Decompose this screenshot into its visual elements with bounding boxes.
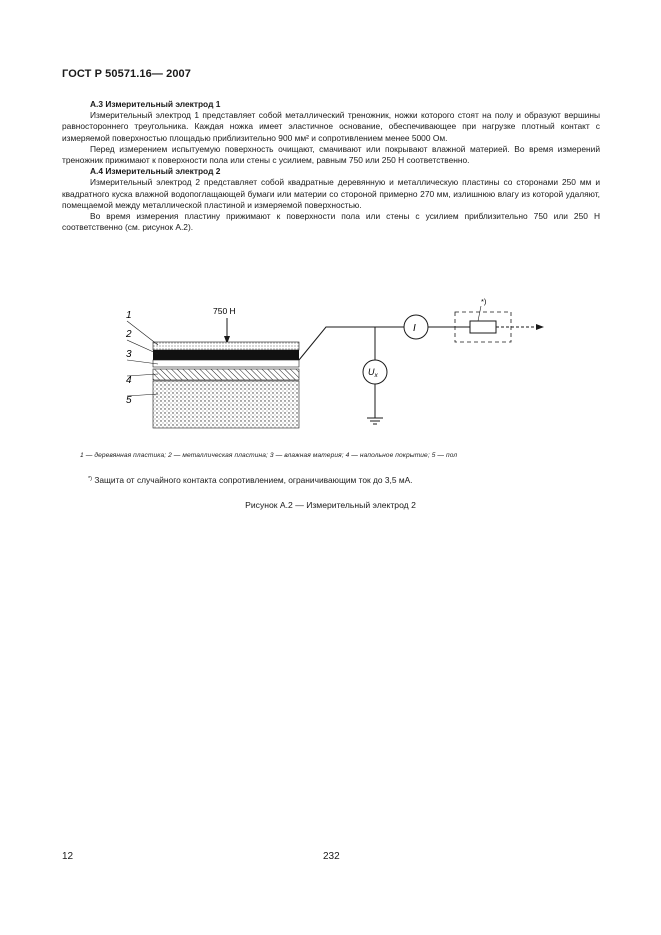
layer-label-3: 3 bbox=[126, 349, 132, 360]
page-number-center: 232 bbox=[323, 851, 340, 862]
section-a3-heading: А.3 Измерительный электрод 1 bbox=[90, 99, 221, 109]
layer-label-1: 1 bbox=[126, 310, 132, 321]
figure-footnote bbox=[88, 475, 413, 485]
resistor-mark-leader bbox=[478, 306, 481, 321]
layer-label-2: 2 bbox=[126, 329, 132, 340]
ammeter-symbol bbox=[404, 315, 428, 339]
force-label: 750 Н bbox=[213, 306, 236, 316]
footnote-mark: *) bbox=[88, 476, 92, 482]
section-a4-paragraph-1: Измерительный электрод 2 представляет собой квадратные деревянную и металлическую пластины со сторонами 250 мм и квадратного куска влажной водопоглащающей бумаги или материи со стороной примерно 270 мм, излишнюю влагу из которой удаляют, помещаемой между металлической пластиной и измеряемой поверхностью. bbox=[62, 177, 600, 210]
electrode-diagram bbox=[0, 290, 661, 440]
section-a3-paragraph-1: Измерительный электрод 1 представляет собой металлический треножник, ножки которого стоят на полу и образуют вершины равностороннего треугольника. Каждая ножка имеет эластичное основание, обеспечивающее при нагрузке плотный контакт с измеряемой поверхностью площадью приблизительно 900 мм² и сопротивлением менее 5000 Ом. bbox=[62, 110, 600, 143]
layer-floor-covering bbox=[153, 369, 299, 380]
layer-wet-cloth bbox=[153, 360, 299, 367]
voltmeter-label-main: U bbox=[368, 367, 375, 377]
layer-label-5: 5 bbox=[126, 395, 132, 406]
circuit-wire-main bbox=[299, 327, 404, 360]
figure-title: Рисунок А.2 — Измерительный электрод 2 bbox=[245, 500, 416, 510]
layer-label-4: 4 bbox=[126, 375, 132, 386]
page-number-left: 12 bbox=[62, 851, 74, 862]
layer-floor bbox=[153, 381, 299, 428]
ammeter-label: I bbox=[413, 323, 416, 334]
voltmeter-label-sub: x bbox=[374, 372, 378, 379]
section-a4-paragraph-2: Во время измерения пластину прижимают к поверхности пола или стены с усилием приблизительно 750 или 250 Н соответственно (см. рисунок А.2). bbox=[62, 211, 600, 233]
section-a4-heading: А.4 Измерительный электрод 2 bbox=[90, 166, 221, 177]
footnote-text: Защита от случайного контакта сопротивлением, ограничивающим ток до 3,5 мА. bbox=[94, 475, 413, 485]
layer-metal-plate bbox=[153, 350, 299, 360]
section-a3-paragraph-2: Перед измерением испытуемую поверхность очищают, смачивают или покрывают влажной материей. Во время измерений треножник прижимают к поверхности пола или стены с усилием, равным 750 или 250 Н соответственно. bbox=[62, 143, 600, 166]
layer-wooden-plate bbox=[153, 342, 299, 350]
resistor-symbol bbox=[470, 321, 496, 333]
document-header: ГОСТ Р 50571.16— 2007 bbox=[62, 68, 191, 80]
output-arrow bbox=[536, 324, 544, 330]
figure-legend: 1 — деревянная пластика; 2 — металлическая пластина; 3 — влажная материя; 4 — напольное покрытие; 5 — пол bbox=[80, 452, 458, 459]
leader-1 bbox=[127, 321, 158, 345]
resistor-footnote-mark: *) bbox=[481, 297, 487, 306]
section-a3 bbox=[62, 99, 600, 233]
